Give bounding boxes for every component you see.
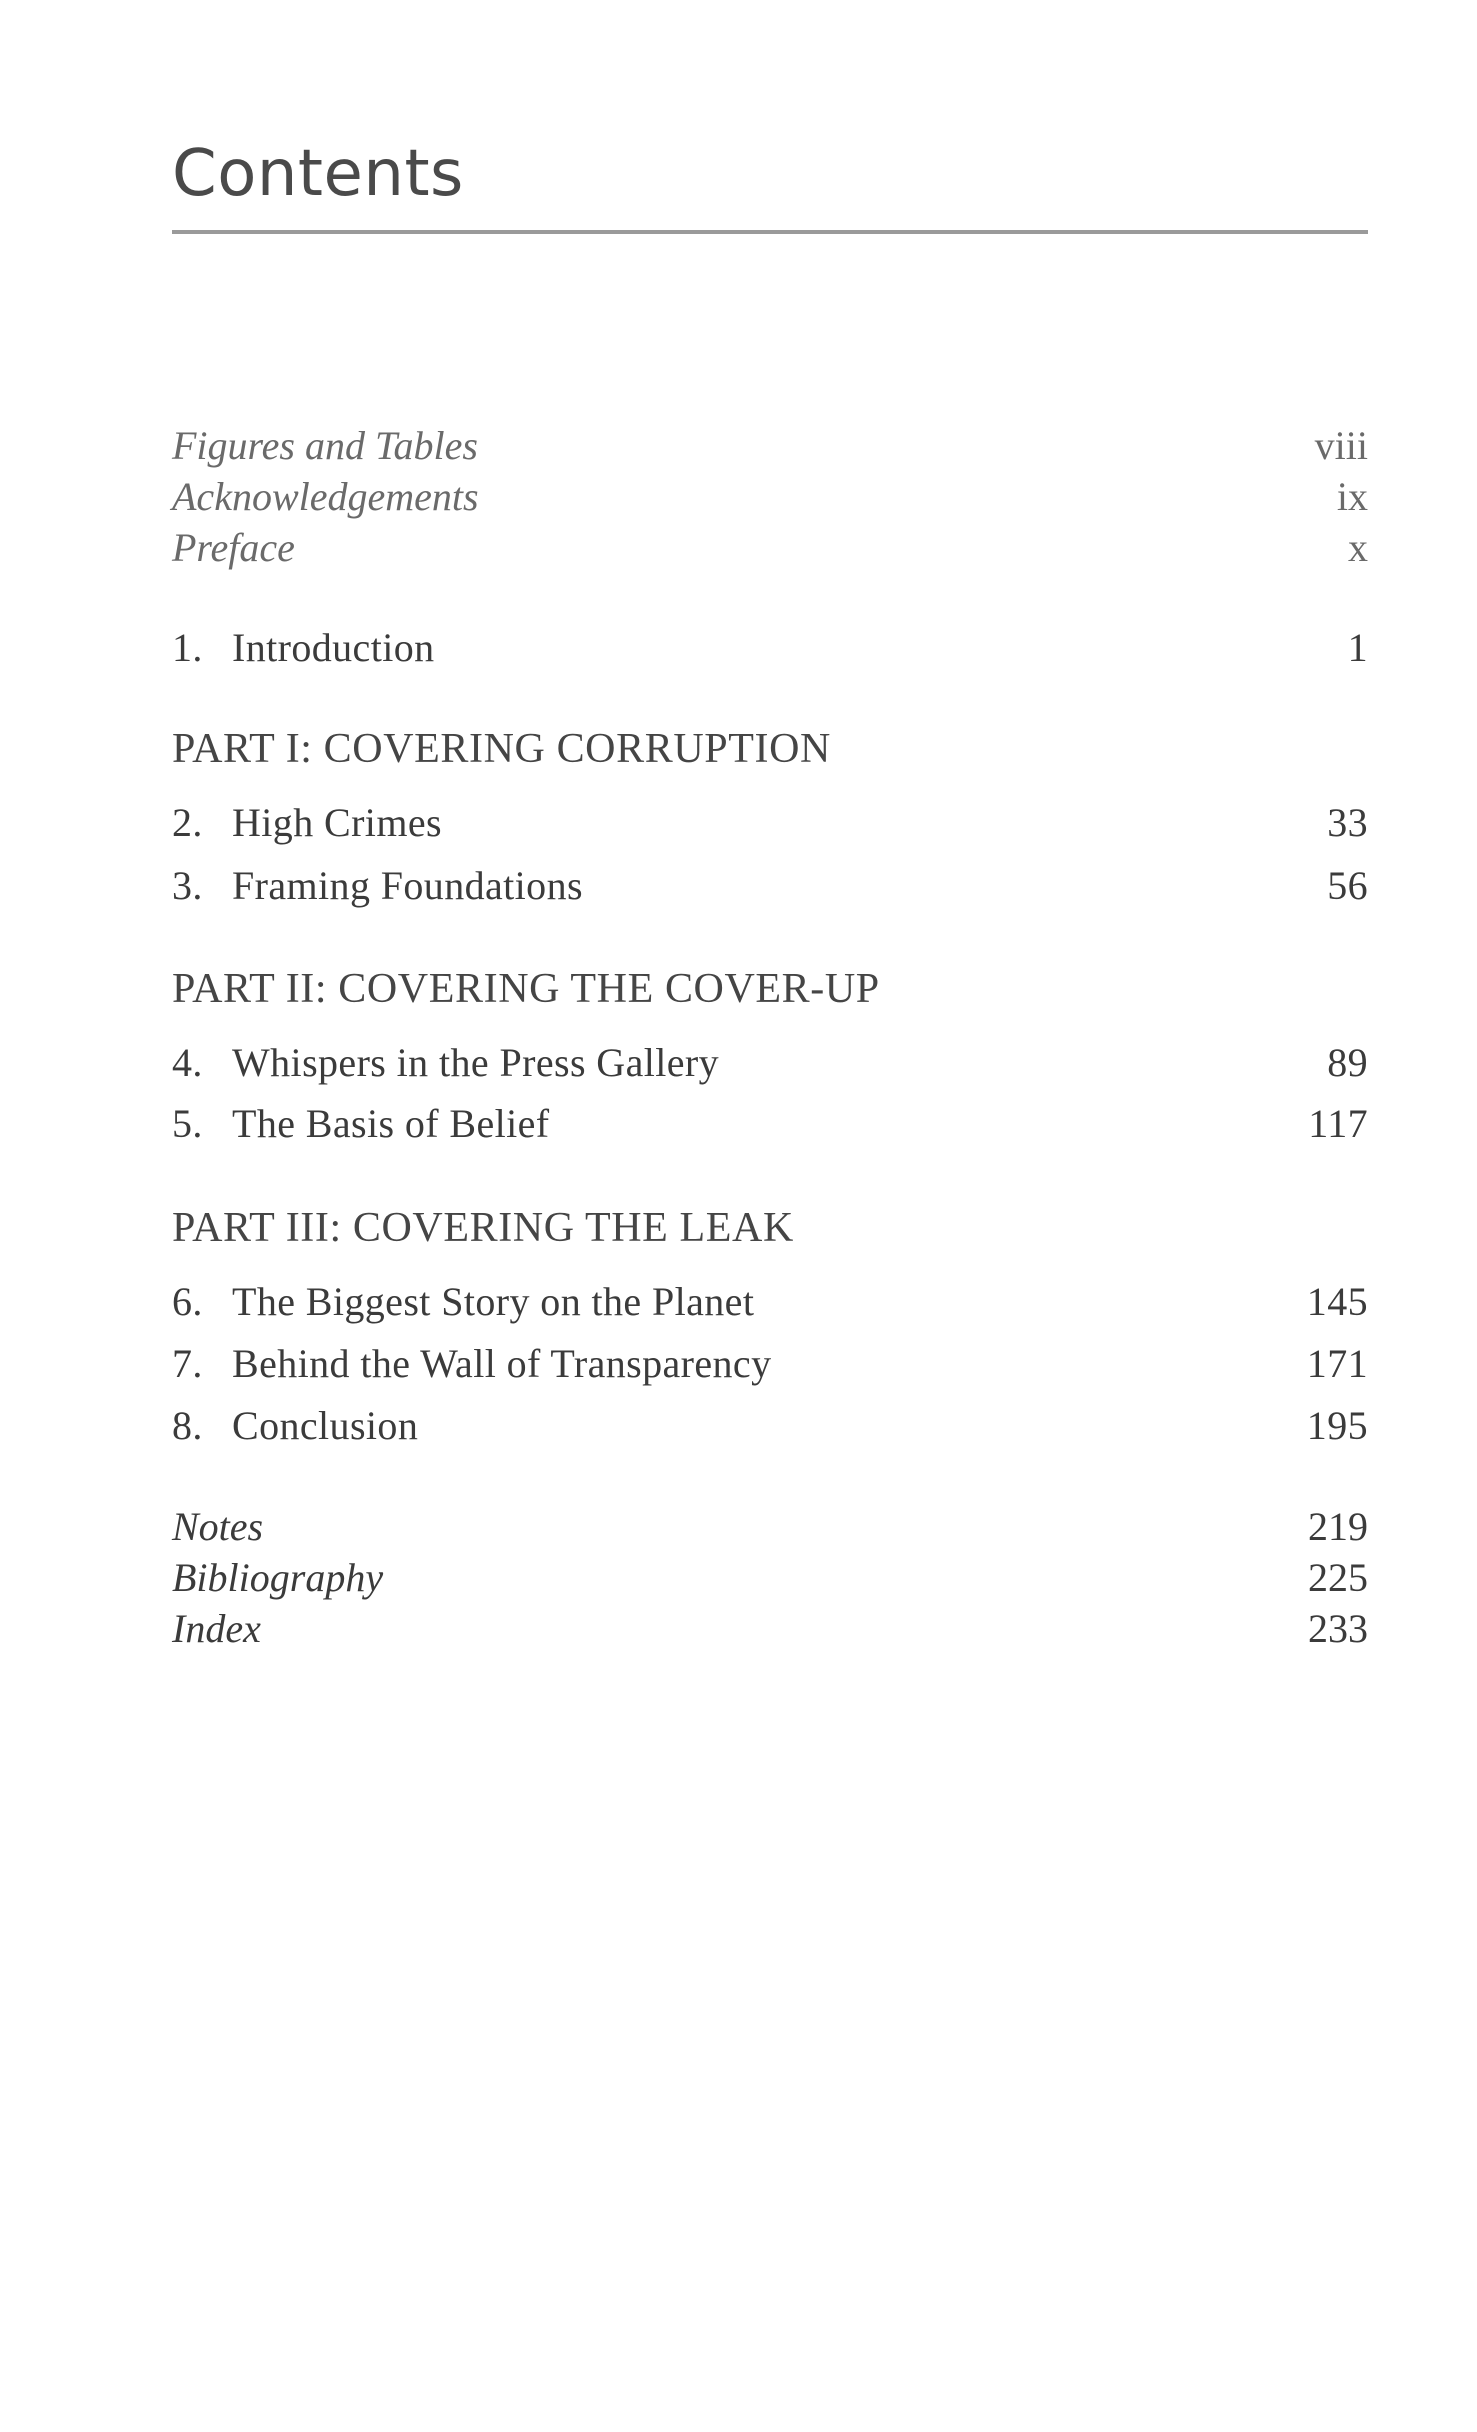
toc-entry-page: 89	[1327, 1040, 1368, 1085]
toc-entry-introduction	[172, 625, 1368, 670]
toc-entry-chapter-6	[172, 1279, 1368, 1324]
toc-entry-page: viii	[1314, 423, 1368, 468]
toc-entry-label: Preface	[172, 525, 295, 570]
toc-entry-chapter-7	[172, 1341, 1368, 1386]
chapter-number: 7.	[172, 1341, 203, 1386]
toc-entry-label	[172, 1279, 755, 1324]
toc-entry-page: 171	[1306, 1341, 1368, 1386]
part-heading-1: PART I: COVERING CORRUPTION	[172, 726, 831, 772]
toc-entry-page: x	[1348, 525, 1368, 570]
chapter-number: 8.	[172, 1403, 203, 1448]
chapter-title: The Basis of Belief	[232, 1101, 550, 1146]
toc-entry-acknowledgements	[172, 474, 1368, 519]
toc-entry-figures-and-tables	[172, 423, 1368, 468]
chapter-number: 5.	[172, 1101, 203, 1146]
toc-entry-label: Index	[172, 1606, 261, 1651]
chapter-number: 1.	[172, 625, 203, 670]
toc-entry-page: 225	[1308, 1555, 1368, 1600]
toc-entry-label: Notes	[172, 1504, 264, 1549]
toc-entry-page: 195	[1306, 1403, 1368, 1448]
toc-entry-page: ix	[1336, 474, 1368, 519]
toc-entry-chapter-3	[172, 863, 1368, 908]
toc-entry-page: 219	[1308, 1504, 1368, 1549]
toc-entry-label: Bibliography	[172, 1555, 384, 1600]
toc-entry-label	[172, 1403, 419, 1448]
chapter-title: Framing Foundations	[232, 863, 583, 908]
chapter-number: 4.	[172, 1040, 203, 1085]
toc-entry-label	[172, 1040, 720, 1085]
toc-entry-index	[172, 1606, 1368, 1651]
toc-entry-chapter-8	[172, 1403, 1368, 1448]
chapter-title: Whispers in the Press Gallery	[232, 1040, 720, 1085]
toc-entry-page: 145	[1306, 1279, 1368, 1324]
chapter-number: 6.	[172, 1279, 203, 1324]
toc-entry-page: 33	[1327, 800, 1368, 845]
toc-entry-notes	[172, 1504, 1368, 1549]
toc-entry-chapter-4	[172, 1040, 1368, 1085]
chapter-number: 2.	[172, 800, 203, 845]
toc-entry-label	[172, 800, 442, 845]
toc-entry-page: 1	[1347, 625, 1368, 670]
toc-entry-page: 117	[1308, 1101, 1368, 1146]
chapter-title: Introduction	[232, 625, 435, 670]
chapter-title: Conclusion	[232, 1403, 419, 1448]
toc-entry-chapter-2	[172, 800, 1368, 845]
toc-entry-bibliography	[172, 1555, 1368, 1600]
chapter-number: 3.	[172, 863, 203, 908]
part-heading-3: PART III: COVERING THE LEAK	[172, 1205, 794, 1251]
toc-entry-page: 233	[1308, 1606, 1368, 1651]
chapter-title: High Crimes	[232, 800, 442, 845]
toc-entry-label	[172, 625, 435, 670]
chapter-title: The Biggest Story on the Planet	[232, 1279, 755, 1324]
toc-entry-label	[172, 1341, 772, 1386]
chapter-title: Behind the Wall of Transparency	[232, 1341, 772, 1386]
part-heading-2: PART II: COVERING THE COVER-UP	[172, 966, 880, 1012]
title-rule	[172, 230, 1368, 234]
toc-entry-label: Figures and Tables	[172, 423, 478, 468]
toc-entry-chapter-5	[172, 1101, 1368, 1146]
toc-entry-label	[172, 1101, 550, 1146]
toc-entry-page: 56	[1327, 863, 1368, 908]
page-title: Contents	[172, 137, 464, 211]
toc-entry-label	[172, 863, 583, 908]
toc-entry-label: Acknowledgements	[172, 474, 479, 519]
toc-entry-preface	[172, 525, 1368, 570]
